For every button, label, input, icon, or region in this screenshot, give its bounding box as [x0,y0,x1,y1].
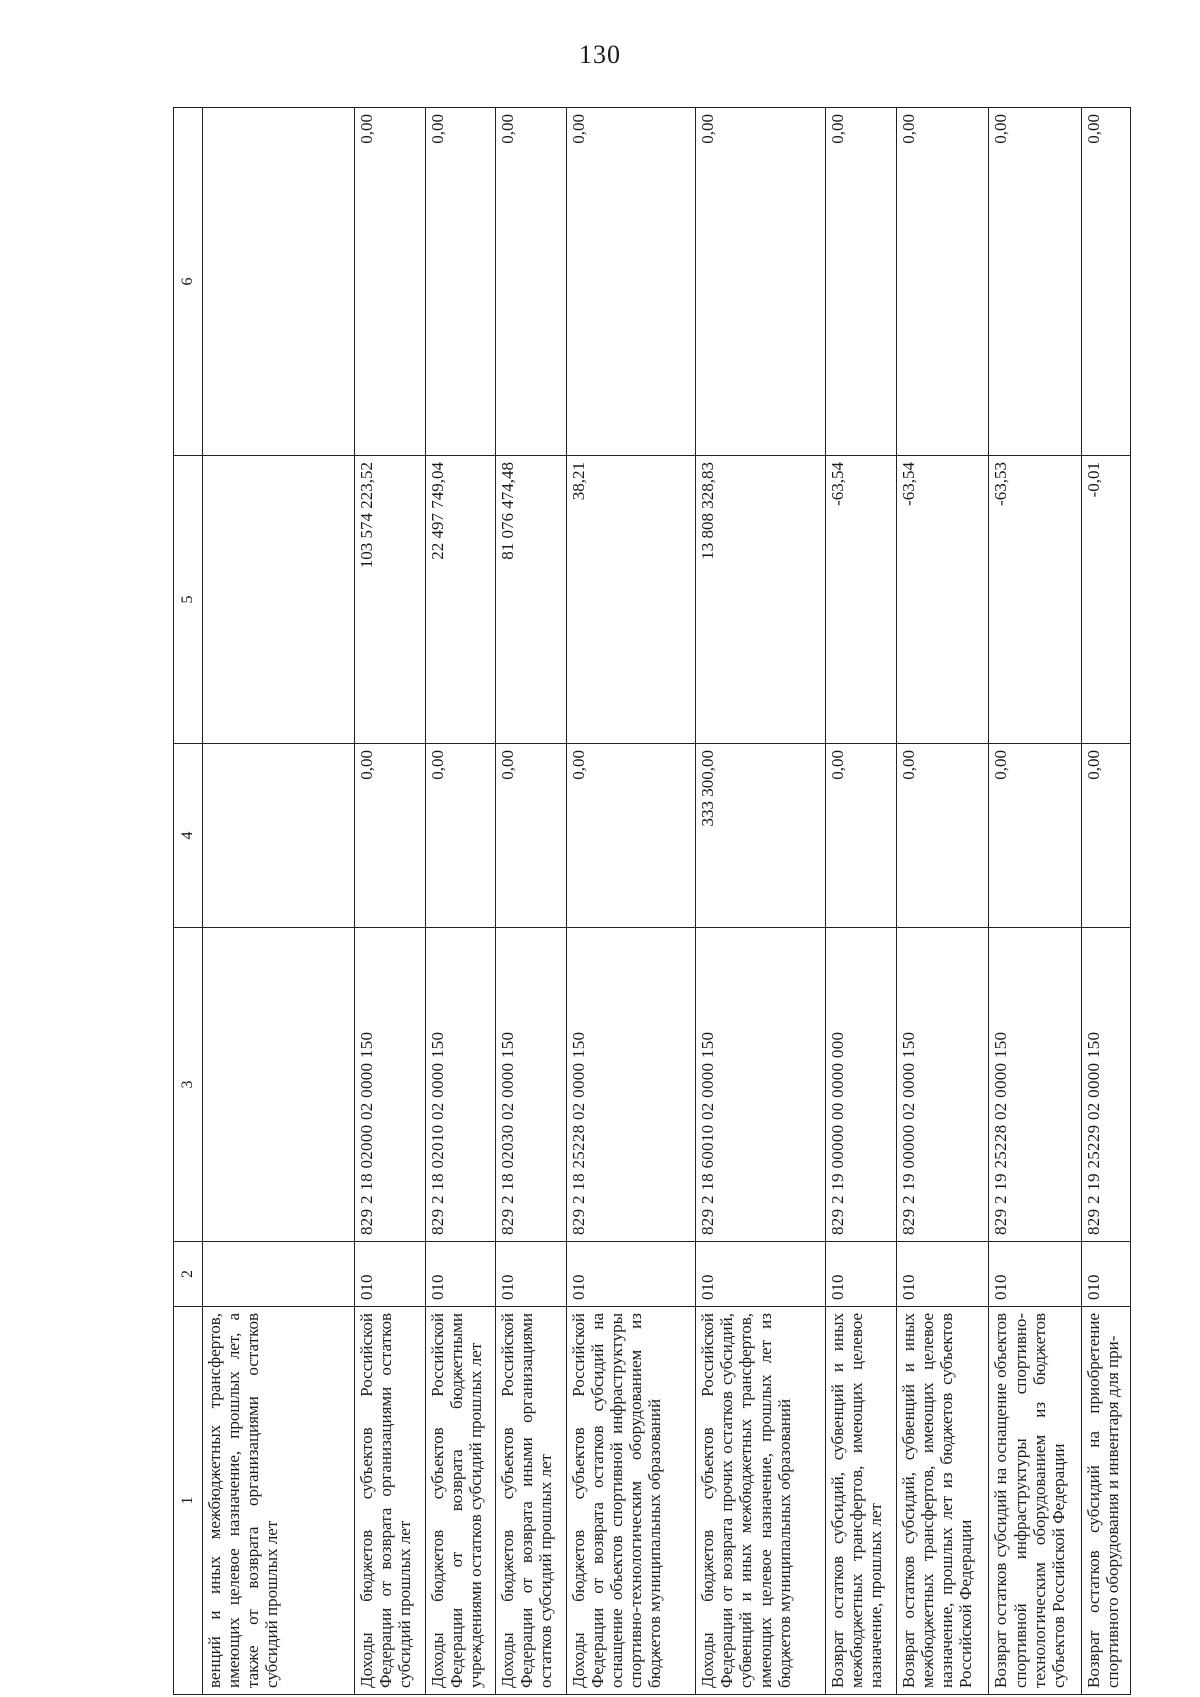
table-row [696,108,825,1695]
row-value-col6-cell: 0,00 [989,108,1082,456]
row-value-col4-cell: 333 300,00 [696,744,825,928]
row-value-col4-cell [203,744,355,928]
row-line-code-cell: 010 [1082,1242,1131,1307]
row-value-col6-cell: 0,00 [825,108,896,456]
table-body [174,108,1131,1695]
table-row [896,108,989,1695]
row-name-cell: Доходы бюджетов субъектов Российской Федерации от возврата иными организациями остатков субсидий прошлых лет [496,1307,567,1695]
row-value-col4-cell: 0,00 [496,744,567,928]
row-value-col6-cell: 0,00 [696,108,825,456]
table-row [1082,108,1131,1695]
row-budget-code-cell: 829 2 19 25229 02 0000 150 [1082,928,1131,1242]
row-line-code-cell: 010 [696,1242,825,1307]
row-value-col5-cell: -0,01 [1082,456,1131,744]
rotated-table-container [173,108,1131,1695]
row-value-col6-cell: 0,00 [1082,108,1131,456]
row-name-cell: Доходы бюджетов субъектов Российской Федерации от возврата организациями остатков субсидий прошлых лет [354,1307,425,1695]
row-value-col4-cell: 0,00 [425,744,496,928]
row-name-cell: Возврат остатков субсидий, субвенций и иных межбюджетных трансфертов, имеющих целевое назначение, прошлых лет из бюджетов субъектов Российской Федерации [896,1307,989,1695]
table-row [825,108,896,1695]
row-value-col6-cell: 0,00 [354,108,425,456]
row-line-code-cell [203,1242,355,1307]
row-budget-code-cell: 829 2 18 25228 02 0000 150 [567,928,696,1242]
row-value-col4-cell: 0,00 [825,744,896,928]
column-header-5: 5 [174,456,203,744]
row-budget-code-cell [203,928,355,1242]
row-line-code-cell: 010 [989,1242,1082,1307]
row-value-col5-cell: 13 808 328,83 [696,456,825,744]
row-value-col5-cell: 103 574 223,52 [354,456,425,744]
row-value-col4-cell: 0,00 [354,744,425,928]
row-line-code-cell: 010 [496,1242,567,1307]
row-line-code-cell: 010 [896,1242,989,1307]
row-budget-code-cell: 829 2 18 02030 02 0000 150 [496,928,567,1242]
row-value-col6-cell: 0,00 [496,108,567,456]
row-name-cell: Доходы бюджетов субъектов Российской Федерации от возврата бюджетными учреждениями остатков субсидий прошлых лет [425,1307,496,1695]
table-row [496,108,567,1695]
row-value-col5-cell: 22 497 749,04 [425,456,496,744]
row-name-cell: Доходы бюджетов субъектов Российской Федерации от возврата прочих остатков субсидий, субвенций и иных межбюджетных трансфертов, имеющих целевое назначение, прошлых лет из бюджетов муниципальных образований [696,1307,825,1695]
row-line-code-cell: 010 [567,1242,696,1307]
row-value-col4-cell: 0,00 [989,744,1082,928]
row-name-cell: Возврат остатков субсидий, субвенций и иных межбюджетных трансфертов, имеющих целевое назначение, прошлых лет [825,1307,896,1695]
column-header-1: 1 [174,1307,203,1695]
row-value-col5-cell: 81 076 474,48 [496,456,567,744]
row-line-code-cell: 010 [825,1242,896,1307]
row-value-col6-cell: 0,00 [896,108,989,456]
row-value-col4-cell: 0,00 [567,744,696,928]
row-name-cell: венций и иных межбюджетных трансфертов, имеющих целевое назначение, прошлых лет, а также от возврата организациями остатков субсидий прошлых лет [203,1307,355,1695]
row-value-col6-cell: 0,00 [425,108,496,456]
row-line-code-cell: 010 [425,1242,496,1307]
row-budget-code-cell: 829 2 19 00000 00 0000 000 [825,928,896,1242]
column-header-2: 2 [174,1242,203,1307]
row-budget-code-cell: 829 2 18 60010 02 0000 150 [696,928,825,1242]
table-row [203,108,355,1695]
row-budget-code-cell: 829 2 19 25228 02 0000 150 [989,928,1082,1242]
row-line-code-cell: 010 [354,1242,425,1307]
table-row [354,108,425,1695]
row-value-col5-cell: -63,54 [896,456,989,744]
page-number: 130 [579,40,621,69]
row-value-col6-cell: 0,00 [567,108,696,456]
column-header-6: 6 [174,108,203,456]
table-row [989,108,1082,1695]
row-value-col4-cell: 0,00 [1082,744,1131,928]
row-name-cell: Доходы бюджетов субъектов Российской Федерации от возврата остатков субсидий на оснащение объектов спортивной инфраструктуры спортивно-технологическим оборудованием из бюджетов муниципальных образований [567,1307,696,1695]
row-budget-code-cell: 829 2 18 02000 02 0000 150 [354,928,425,1242]
column-header-4: 4 [174,744,203,928]
table-row [567,108,696,1695]
row-value-col4-cell: 0,00 [896,744,989,928]
table-row [425,108,496,1695]
row-value-col5-cell [203,456,355,744]
row-budget-code-cell: 829 2 19 00000 02 0000 150 [896,928,989,1242]
column-header-3: 3 [174,928,203,1242]
row-budget-code-cell: 829 2 18 02010 02 0000 150 [425,928,496,1242]
row-value-col6-cell [203,108,355,456]
budget-table [173,107,1131,1695]
row-value-col5-cell: -63,53 [989,456,1082,744]
row-value-col5-cell: 38,21 [567,456,696,744]
row-name-cell: Возврат остатков субсидий на оснащение объектов спортивной инфраструктуры спортивно-технологическим оборудованием из бюджетов субъектов Российской Федерации [989,1307,1082,1695]
table-header-row [174,108,203,1695]
row-value-col5-cell: -63,54 [825,456,896,744]
row-name-cell: Возврат остатков субсидий на приобретение спортивного оборудования и инвентаря для при- [1082,1307,1131,1695]
